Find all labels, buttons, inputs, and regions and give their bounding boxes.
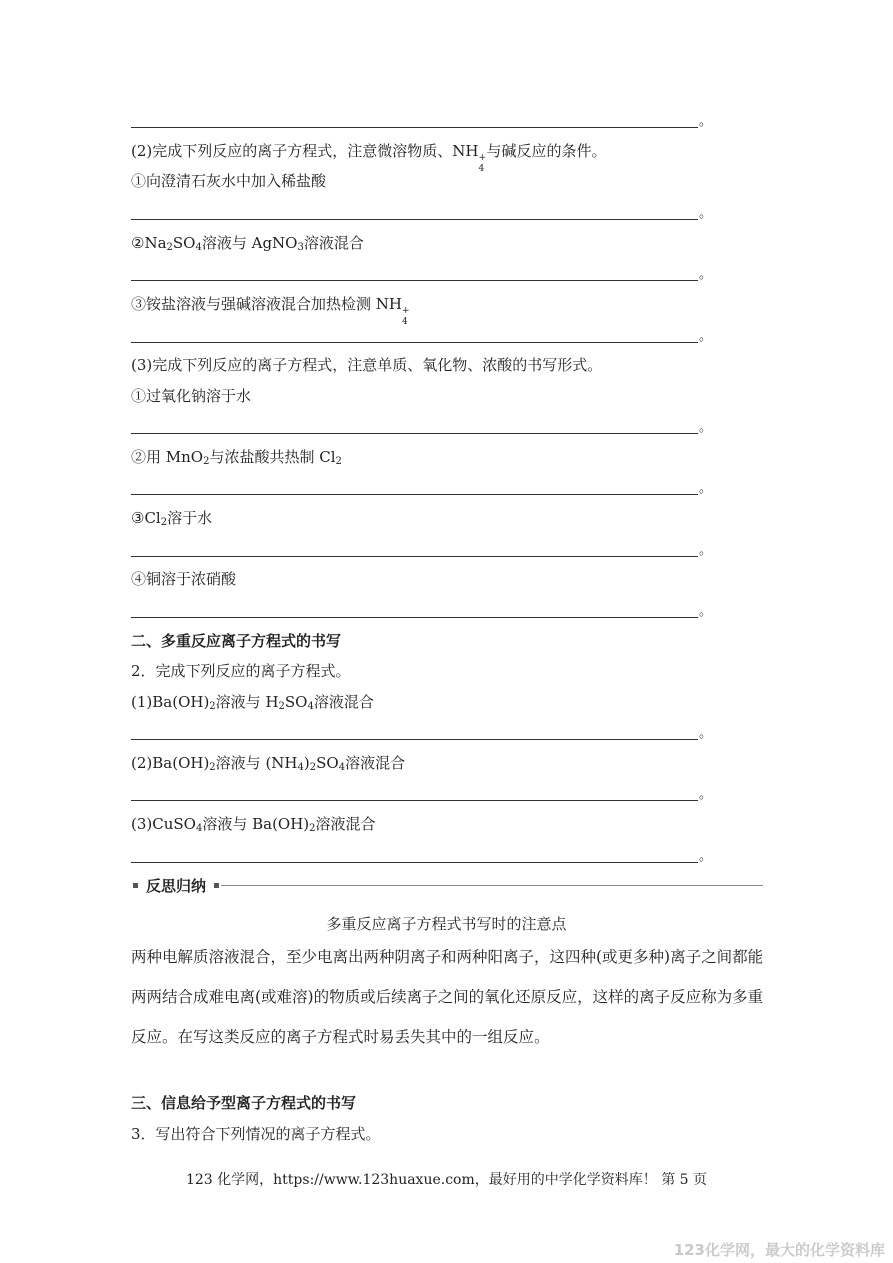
answer-line	[131, 617, 698, 618]
answer-line	[131, 556, 698, 557]
question-2-1: ①向澄清石灰水中加入稀盐酸	[131, 172, 327, 190]
question-2-2: $②Na_2SO_4$溶液与 AgNO$_3$溶液混合	[131, 234, 364, 253]
answer-line	[131, 280, 698, 281]
divider	[221, 885, 763, 886]
answer-line	[131, 219, 698, 220]
end-mark: 。	[699, 206, 713, 221]
note-body: 两种电解质溶液混合，至少电离出两种阴离子和两种阳离子，这四种(或更多种)离子之间都能两两结合成难电离(或难溶)的物质或后续离子之间的氧化还原反应，这样的离子反应称为多重反应。在写这类反应的离子方程式时易丢失其中的一组反应。	[131, 948, 764, 1046]
answer-line	[131, 342, 698, 343]
note-title: 多重反应离子方程式书写时的注意点	[326, 915, 567, 933]
square-bullet-icon	[133, 883, 138, 888]
answer-line	[131, 862, 698, 863]
answer-line	[131, 433, 698, 434]
question-3-1: ①过氧化钠溶于水	[131, 387, 252, 405]
question-3: 3．写出符合下列情况的离子方程式。	[131, 1125, 381, 1143]
page-footer: 123 化学网，https://www.123huaxue.com，最好用的中学化学资料库！ 第 5 页	[185, 1172, 708, 1188]
reflection-header	[131, 876, 763, 898]
answer-line	[131, 739, 698, 740]
section-3-heading: 三、信息给予型离子方程式的书写	[131, 1094, 357, 1112]
end-mark: 。	[699, 604, 713, 619]
end-mark: 。	[699, 114, 713, 129]
question-2: 2．完成下列反应的离子方程式。	[131, 662, 351, 680]
question-2-3: ③铵盐溶液与强碱溶液混合加热检测 NH + 4	[131, 295, 410, 327]
end-mark: 。	[699, 543, 713, 558]
answer-line	[131, 800, 698, 801]
answer-line	[131, 494, 698, 495]
section-2-heading: 二、多重反应离子方程式的书写	[131, 632, 342, 650]
square-bullet-icon	[214, 883, 219, 888]
end-mark: 。	[699, 726, 713, 741]
sub-question-3: (3)CuSO$_4$溶液与 $Ba(OH)_2$溶液混合	[131, 815, 376, 834]
reflection-label: 反思归纳	[146, 877, 207, 895]
end-mark: 。	[699, 329, 713, 344]
question-3-2: ②用 MnO$_2$与浓盐酸共热制 $Cl_2$	[131, 448, 342, 467]
question-3-4: ④铜溶于浓硝酸	[131, 570, 237, 588]
sub-question-2: $(2)Ba(OH)_2$溶液与 $(NH_4)_2SO_4$溶液混合	[131, 754, 406, 773]
end-mark: 。	[699, 420, 713, 435]
question-3-intro: (3)完成下列反应的离子方程式，注意单质、氧化物、浓酸的书写形式。	[131, 356, 603, 374]
end-mark: 。	[699, 849, 713, 864]
end-mark: 。	[699, 787, 713, 802]
question-3-3: $③Cl_2$溶于水	[131, 509, 213, 528]
end-mark: 。	[699, 481, 713, 496]
question-2-intro: (2)完成下列反应的离子方程式，注意微溶物质、NH + 4 与碱反应的条件。	[131, 142, 607, 174]
answer-line	[131, 127, 698, 128]
end-mark: 。	[699, 267, 713, 282]
sub-question-1: $(1)Ba(OH)_2$溶液与 $H_2SO_4$溶液混合	[131, 693, 374, 712]
watermark: 123化学网，最大的化学资料库	[673, 1241, 885, 1259]
